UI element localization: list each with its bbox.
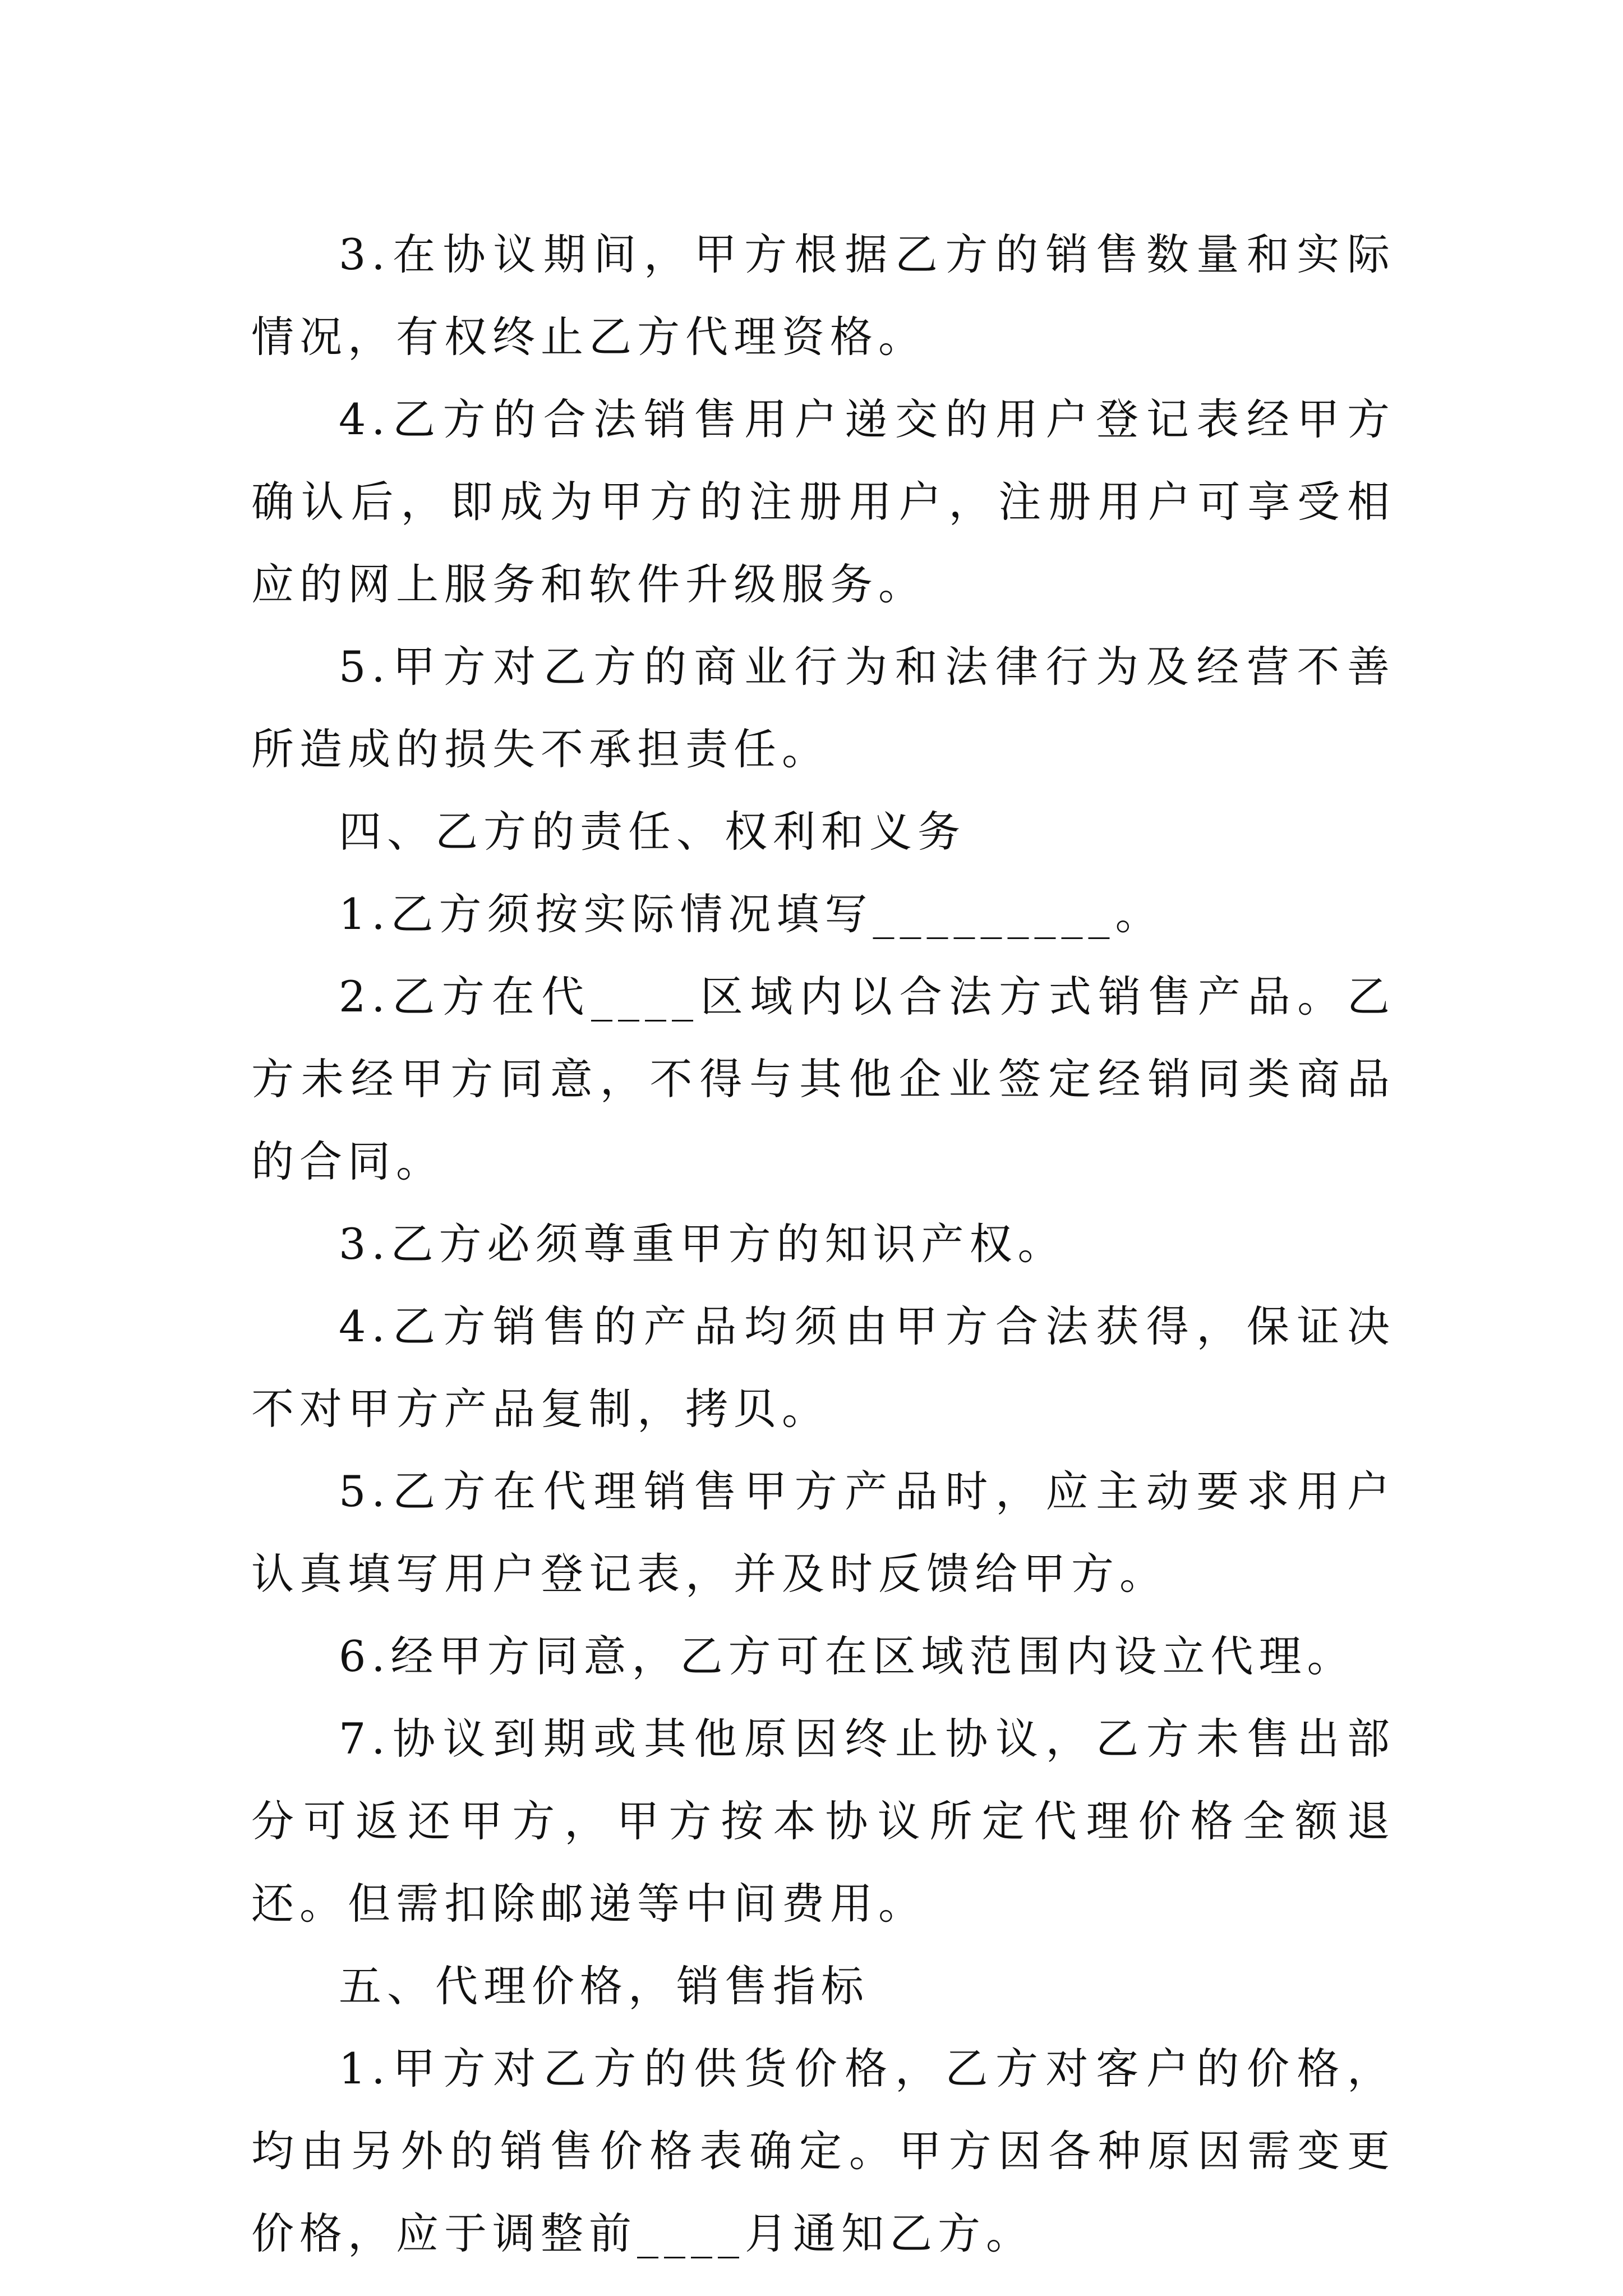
- paragraph-4-5-registration: 5.乙方在代理销售甲方产品时，应主动要求用户认真填写用户登记表，并及时反馈给甲方。: [251, 1466, 1395, 1599]
- section-heading-5: 五、代理价格，销售指标: [339, 1961, 869, 2011]
- paragraph-4-registered-users: 4.乙方的合法销售用户递交的用户登记表经甲方确认后，即成为甲方的注册用户，注册用户可享受相应的网上服务和软件升级服务。: [251, 394, 1395, 609]
- section-heading-4: 四、乙方的责任、权利和义务: [339, 807, 966, 857]
- paragraph-4-2-region: 2.乙方在代____区域内以合法方式销售产品。乙方未经甲方同意，不得与其他企业签定经销同类商品的合同。: [251, 972, 1395, 1186]
- paragraph-4-4-no-copy: 4.乙方销售的产品均须由甲方合法获得，保证决不对甲方产品复制，拷贝。: [251, 1301, 1395, 1434]
- paragraph-4-1-fill-in: 1.乙方须按实际情况填写_________。: [339, 889, 1164, 939]
- paragraph-4-3-ip: 3.乙方必须尊重甲方的知识产权。: [339, 1219, 1066, 1269]
- paragraph-4-6-sub-agents: 6.经甲方同意，乙方可在区域范围内设立代理。: [339, 1631, 1355, 1681]
- paragraph-4-7-return: 7.协议到期或其他原因终止协议，乙方未售出部分可返还甲方，甲方按本协议所定代理价格全额退还。但需扣除邮递等中间费用。: [251, 1714, 1395, 1929]
- paragraph-3-termination: 3.在协议期间，甲方根据乙方的销售数量和实际情况，有权终止乙方代理资格。: [251, 229, 1395, 362]
- paragraph-5-liability: 5.甲方对乙方的商业行为和法律行为及经营不善所造成的损失不承担责任。: [251, 642, 1395, 774]
- document-body: [251, 213, 1395, 2275]
- paragraph-5-1-pricing: 1.甲方对乙方的供货价格，乙方对客户的价格，均由另外的销售价格表确定。甲方因各种原因需变更价格，应于调整前____月通知乙方。: [251, 2044, 1395, 2258]
